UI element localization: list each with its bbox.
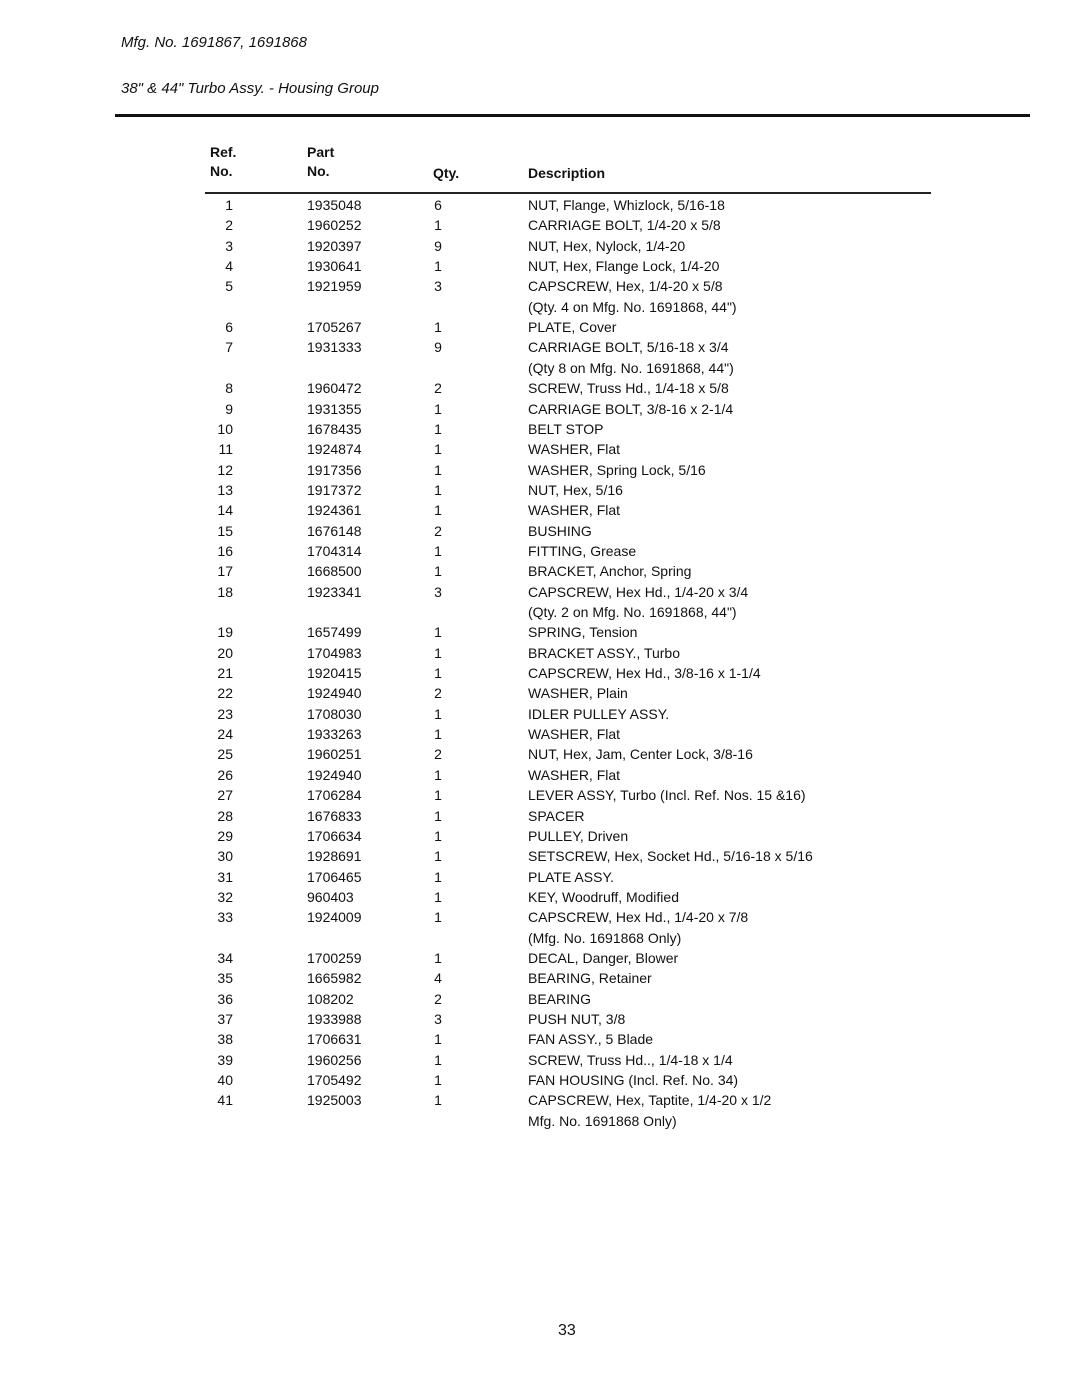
description: WASHER, Flat (528, 441, 621, 458)
quantity: 1 (434, 258, 442, 275)
description: BRACKET, Anchor, Spring (528, 563, 692, 580)
quantity: 1 (434, 665, 442, 682)
quantity: 1 (434, 502, 442, 519)
description: FITTING, Grease (528, 542, 637, 559)
part-number: 1704314 (307, 542, 362, 559)
description: FAN ASSY., 5 Blade (528, 1031, 654, 1048)
ref-number: 1 (225, 197, 233, 213)
quantity: 1 (434, 542, 442, 559)
header-divider (205, 192, 931, 194)
ref-number: 5 (225, 278, 233, 295)
quantity: 1 (434, 827, 442, 844)
ref-number: 14 (217, 502, 233, 519)
quantity: 1 (434, 461, 442, 478)
part-number: 1657499 (307, 624, 362, 641)
part-number: 1676148 (307, 522, 362, 539)
quantity: 1 (434, 644, 442, 661)
quantity: 1 (434, 1092, 442, 1109)
ref-number: 13 (217, 481, 233, 498)
quantity: 6 (434, 197, 442, 213)
quantity: 3 (434, 1011, 442, 1027)
ref-number: 30 (217, 848, 233, 865)
quantity: 1 (434, 217, 442, 234)
description-note: (Mfg. No. 1691868 Only) (528, 929, 682, 946)
description-note: (Qty 8 on Mfg. No. 1691868, 44") (528, 359, 734, 376)
description: SCREW, Truss Hd.., 1/4-18 x 1/4 (528, 1051, 733, 1068)
part-number: 1928691 (307, 848, 362, 865)
ref-number: 2 (225, 217, 233, 234)
part-number: 1931355 (307, 400, 362, 417)
quantity: 1 (434, 888, 442, 905)
part-number: 1706631 (307, 1031, 362, 1048)
part-number: 1960256 (307, 1051, 362, 1068)
part-number: 960403 (307, 888, 354, 905)
quantity: 2 (434, 990, 442, 1007)
ref-number: 41 (217, 1092, 233, 1109)
description: PLATE ASSY. (528, 868, 614, 885)
quantity: 2 (434, 746, 442, 763)
part-number: 1925003 (307, 1092, 362, 1109)
top-divider (115, 114, 1030, 117)
quantity: 1 (434, 807, 442, 824)
description: CAPSCREW, Hex Hd., 1/4-20 x 3/4 (528, 583, 749, 600)
quantity: 1 (434, 563, 442, 580)
ref-number: 4 (225, 258, 233, 275)
part-number: 1706634 (307, 827, 362, 844)
description: PLATE, Cover (528, 319, 617, 336)
ref-number: 18 (217, 583, 233, 600)
description: BEARING, Retainer (528, 970, 652, 987)
quantity: 1 (434, 766, 442, 783)
description: CARRIAGE BOLT, 5/16-18 x 3/4 (528, 339, 729, 356)
part-number: 1708030 (307, 705, 362, 722)
description: KEY, Woodruff, Modified (528, 888, 679, 905)
description: IDLER PULLEY ASSY. (528, 705, 670, 722)
ref-number: 3 (225, 237, 233, 254)
ref-number: 10 (217, 420, 233, 437)
ref-number: 8 (225, 380, 233, 397)
quantity: 1 (434, 848, 442, 865)
part-number: 1924940 (307, 685, 362, 702)
part-number: 1960472 (307, 380, 362, 397)
description-note: Mfg. No. 1691868 Only) (528, 1112, 677, 1129)
ref-number: 39 (217, 1051, 233, 1068)
ref-number: 27 (217, 787, 233, 804)
ref-number: 21 (217, 665, 233, 682)
ref-number: 35 (217, 970, 233, 987)
ref-number: 32 (217, 888, 233, 905)
quantity: 9 (434, 339, 442, 356)
quantity: 1 (434, 441, 442, 458)
description: WASHER, Spring Lock, 5/16 (528, 461, 706, 478)
part-number: 1924940 (307, 766, 362, 783)
part-number: 1960251 (307, 746, 362, 763)
description: CAPSCREW, Hex, 1/4-20 x 5/8 (528, 278, 723, 295)
description: SCREW, Truss Hd., 1/4-18 x 5/8 (528, 380, 729, 397)
description-note: (Qty. 4 on Mfg. No. 1691868, 44") (528, 298, 737, 315)
ref-number: 17 (217, 563, 233, 580)
description: NUT, Hex, 5/16 (528, 481, 623, 498)
part-number: 1917372 (307, 481, 362, 498)
description-note: (Qty. 2 on Mfg. No. 1691868, 44") (528, 604, 737, 620)
description: CAPSCREW, Hex Hd., 3/8-16 x 1-1/4 (528, 665, 761, 682)
quantity: 1 (434, 705, 442, 722)
part-number: 1704983 (307, 644, 362, 661)
ref-number: 15 (217, 522, 233, 539)
ref-number: 38 (217, 1031, 233, 1048)
part-number: 1921959 (307, 278, 362, 295)
quantity: 4 (434, 970, 442, 987)
description: NUT, Flange, Whizlock, 5/16-18 (528, 197, 725, 213)
quantity: 1 (434, 726, 442, 743)
ref-number: 12 (217, 461, 233, 478)
ref-number: 6 (225, 319, 233, 336)
quantity: 1 (434, 787, 442, 804)
quantity: 3 (434, 583, 442, 600)
quantity: 1 (434, 909, 442, 926)
part-number: 1924874 (307, 441, 362, 458)
part-number: 1917356 (307, 461, 362, 478)
part-number: 1706284 (307, 787, 362, 804)
part-number: 1706465 (307, 868, 362, 885)
part-number: 1924361 (307, 502, 362, 519)
part-number: 1668500 (307, 563, 362, 580)
ref-number: 31 (217, 868, 233, 885)
description: WASHER, Flat (528, 766, 621, 783)
part-number: 1931333 (307, 339, 362, 356)
part-number: 1930641 (307, 258, 362, 275)
ref-number: 34 (217, 949, 233, 966)
description: WASHER, Flat (528, 726, 621, 743)
part-number: 1920397 (307, 237, 362, 254)
description: NUT, Hex, Nylock, 1/4-20 (528, 237, 686, 254)
ref-number: 20 (217, 644, 233, 661)
description: BRACKET ASSY., Turbo (528, 644, 681, 661)
ref-header-top: Ref. (210, 144, 237, 160)
quantity: 1 (434, 868, 442, 885)
ref-number: 37 (217, 1011, 233, 1027)
part-number: 1935048 (307, 197, 362, 213)
ref-number: 16 (217, 542, 233, 559)
description: NUT, Hex, Jam, Center Lock, 3/8-16 (528, 746, 753, 763)
part-number: 1920415 (307, 665, 362, 682)
description: FAN HOUSING (Incl. Ref. No. 34) (528, 1072, 739, 1089)
ref-number: 40 (217, 1072, 233, 1089)
description: CAPSCREW, Hex, Taptite, 1/4-20 x 1/2 (528, 1092, 772, 1109)
ref-number: 25 (217, 746, 233, 763)
description: CAPSCREW, Hex Hd., 1/4-20 x 7/8 (528, 909, 749, 926)
description: PULLEY, Driven (528, 827, 629, 844)
part-number: 1933988 (307, 1011, 362, 1027)
part-number: 1705492 (307, 1072, 362, 1089)
quantity: 2 (434, 380, 442, 397)
ref-number: 22 (217, 685, 233, 702)
ref-number: 26 (217, 766, 233, 783)
ref-number: 7 (225, 339, 233, 356)
part-header-top: Part (307, 144, 335, 160)
page-number: 33 (558, 1322, 576, 1339)
quantity: 1 (434, 481, 442, 498)
quantity: 1 (434, 949, 442, 966)
part-number: 1665982 (307, 970, 362, 987)
part-number: 1923341 (307, 583, 362, 600)
quantity: 1 (434, 1031, 442, 1048)
quantity: 9 (434, 237, 442, 254)
description: LEVER ASSY, Turbo (Incl. Ref. Nos. 15 &16) (528, 787, 806, 804)
part-header-bottom: No. (307, 163, 330, 179)
quantity: 1 (434, 319, 442, 336)
quantity: 2 (434, 685, 442, 702)
part-number: 1960252 (307, 217, 362, 234)
description: BUSHING (528, 522, 592, 539)
ref-number: 28 (217, 807, 233, 824)
qty-header: Qty. (433, 165, 460, 181)
ref-number: 33 (217, 909, 233, 926)
description: PUSH NUT, 3/8 (528, 1011, 626, 1027)
part-number: 108202 (307, 990, 354, 1007)
mfg-number-heading: Mfg. No. 1691867, 1691868 (121, 34, 307, 51)
description: WASHER, Plain (528, 685, 628, 702)
description: WASHER, Flat (528, 502, 621, 519)
quantity: 1 (434, 1051, 442, 1068)
ref-number: 24 (217, 726, 233, 743)
part-number: 1705267 (307, 319, 362, 336)
ref-number: 36 (217, 990, 233, 1007)
group-title: 38" & 44" Turbo Assy. - Housing Group (121, 80, 379, 97)
part-number: 1924009 (307, 909, 362, 926)
description: BELT STOP (528, 420, 604, 437)
part-number: 1678435 (307, 420, 362, 437)
description: CARRIAGE BOLT, 1/4-20 x 5/8 (528, 217, 721, 234)
ref-header-bottom: No. (210, 163, 233, 179)
quantity: 2 (434, 522, 442, 539)
ref-number: 29 (217, 827, 233, 844)
part-number: 1700259 (307, 949, 362, 966)
quantity: 1 (434, 624, 442, 641)
description: CARRIAGE BOLT, 3/8-16 x 2-1/4 (528, 400, 734, 417)
description: DECAL, Danger, Blower (528, 949, 679, 966)
description: SPRING, Tension (528, 624, 638, 641)
quantity: 1 (434, 420, 442, 437)
ref-number: 11 (218, 441, 233, 458)
part-number: 1676833 (307, 807, 362, 824)
part-number: 1933263 (307, 726, 362, 743)
ref-number: 19 (217, 624, 233, 641)
ref-number: 9 (225, 400, 233, 417)
ref-number: 23 (217, 705, 233, 722)
description: SETSCREW, Hex, Socket Hd., 5/16-18 x 5/16 (528, 848, 813, 865)
description-header: Description (528, 165, 606, 181)
description: NUT, Hex, Flange Lock, 1/4-20 (528, 258, 720, 275)
quantity: 1 (434, 400, 442, 417)
quantity: 1 (434, 1072, 442, 1089)
description: BEARING (528, 990, 592, 1007)
description: SPACER (528, 807, 585, 824)
quantity: 3 (434, 278, 442, 295)
